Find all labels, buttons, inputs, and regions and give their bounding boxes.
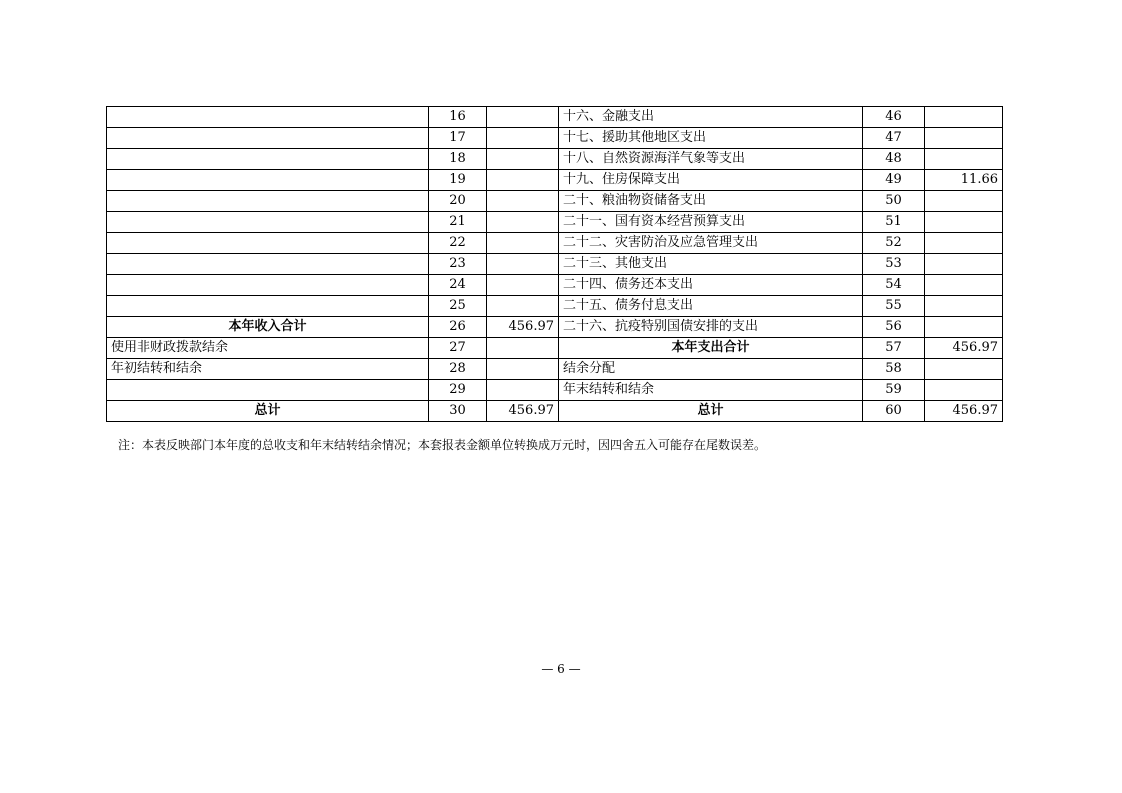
income-item-cell bbox=[107, 149, 429, 170]
table-row bbox=[107, 275, 1003, 296]
expense-item-cell: 年末结转和结余 bbox=[559, 380, 863, 401]
income-line-number-cell: 20 bbox=[429, 191, 487, 212]
expense-amount-cell bbox=[925, 149, 1003, 170]
expense-amount-cell bbox=[925, 296, 1003, 317]
income-line-number-cell: 25 bbox=[429, 296, 487, 317]
expense-amount-cell bbox=[925, 107, 1003, 128]
income-item-cell bbox=[107, 128, 429, 149]
income-amount-cell bbox=[487, 191, 559, 212]
expense-item-cell: 十九、住房保障支出 bbox=[559, 170, 863, 191]
expense-amount-cell: 456.97 bbox=[925, 401, 1003, 422]
table-row bbox=[107, 107, 1003, 128]
table-row bbox=[107, 233, 1003, 254]
expense-item-cell: 十六、金融支出 bbox=[559, 107, 863, 128]
income-item-cell: 年初结转和结余 bbox=[107, 359, 429, 380]
expense-item-cell: 总计 bbox=[559, 401, 863, 422]
table-row bbox=[107, 380, 1003, 401]
income-amount-cell bbox=[487, 170, 559, 191]
income-item-cell: 总计 bbox=[107, 401, 429, 422]
expense-amount-cell bbox=[925, 254, 1003, 275]
income-line-number-cell: 21 bbox=[429, 212, 487, 233]
income-item-cell bbox=[107, 107, 429, 128]
income-line-number-cell: 26 bbox=[429, 317, 487, 338]
income-amount-cell bbox=[487, 149, 559, 170]
income-amount-cell bbox=[487, 254, 559, 275]
expense-item-cell: 二十、粮油物资储备支出 bbox=[559, 191, 863, 212]
page-number: — 6 — bbox=[541, 662, 581, 676]
expense-amount-cell bbox=[925, 233, 1003, 254]
expense-item-cell: 结余分配 bbox=[559, 359, 863, 380]
income-amount-cell: 456.97 bbox=[487, 317, 559, 338]
expense-line-number-cell: 52 bbox=[863, 233, 925, 254]
table-footnote: 注：本表反映部门本年度的总收支和年末结转结余情况；本套报表金额单位转换成万元时，因四舍五入可能存在尾数误差。 bbox=[118, 438, 767, 452]
income-line-number-cell: 16 bbox=[429, 107, 487, 128]
expense-amount-cell: 11.66 bbox=[925, 170, 1003, 191]
income-item-cell bbox=[107, 191, 429, 212]
expense-item-cell: 十七、援助其他地区支出 bbox=[559, 128, 863, 149]
income-amount-cell bbox=[487, 212, 559, 233]
expense-line-number-cell: 47 bbox=[863, 128, 925, 149]
table-row bbox=[107, 191, 1003, 212]
expense-amount-cell bbox=[925, 317, 1003, 338]
expense-item-cell: 二十二、灾害防治及应急管理支出 bbox=[559, 233, 863, 254]
income-amount-cell bbox=[487, 233, 559, 254]
expense-amount-cell bbox=[925, 212, 1003, 233]
table-row bbox=[107, 149, 1003, 170]
expense-line-number-cell: 51 bbox=[863, 212, 925, 233]
table-row bbox=[107, 296, 1003, 317]
budget-summary-table bbox=[106, 106, 1003, 422]
table-body bbox=[107, 107, 1003, 422]
expense-line-number-cell: 60 bbox=[863, 401, 925, 422]
income-line-number-cell: 18 bbox=[429, 149, 487, 170]
income-line-number-cell: 23 bbox=[429, 254, 487, 275]
expense-item-cell: 二十六、抗疫特别国债安排的支出 bbox=[559, 317, 863, 338]
income-amount-cell bbox=[487, 359, 559, 380]
table-row bbox=[107, 359, 1003, 380]
income-line-number-cell: 27 bbox=[429, 338, 487, 359]
income-line-number-cell: 24 bbox=[429, 275, 487, 296]
expense-line-number-cell: 46 bbox=[863, 107, 925, 128]
expense-line-number-cell: 48 bbox=[863, 149, 925, 170]
income-amount-cell: 456.97 bbox=[487, 401, 559, 422]
table-row bbox=[107, 212, 1003, 233]
income-amount-cell bbox=[487, 275, 559, 296]
expense-line-number-cell: 56 bbox=[863, 317, 925, 338]
expense-item-cell: 二十四、债务还本支出 bbox=[559, 275, 863, 296]
income-amount-cell bbox=[487, 107, 559, 128]
income-item-cell bbox=[107, 212, 429, 233]
expense-item-cell: 二十一、国有资本经营预算支出 bbox=[559, 212, 863, 233]
table-row bbox=[107, 254, 1003, 275]
expense-item-cell: 十八、自然资源海洋气象等支出 bbox=[559, 149, 863, 170]
expense-amount-cell bbox=[925, 359, 1003, 380]
expense-line-number-cell: 49 bbox=[863, 170, 925, 191]
income-item-cell bbox=[107, 380, 429, 401]
expense-line-number-cell: 50 bbox=[863, 191, 925, 212]
expense-line-number-cell: 57 bbox=[863, 338, 925, 359]
expense-amount-cell bbox=[925, 191, 1003, 212]
income-line-number-cell: 28 bbox=[429, 359, 487, 380]
income-amount-cell bbox=[487, 128, 559, 149]
table-row bbox=[107, 128, 1003, 149]
expense-amount-cell bbox=[925, 128, 1003, 149]
expense-line-number-cell: 53 bbox=[863, 254, 925, 275]
income-amount-cell bbox=[487, 296, 559, 317]
expense-line-number-cell: 55 bbox=[863, 296, 925, 317]
income-item-cell: 本年收入合计 bbox=[107, 317, 429, 338]
expense-item-cell: 二十五、债务付息支出 bbox=[559, 296, 863, 317]
expense-amount-cell bbox=[925, 380, 1003, 401]
expense-line-number-cell: 58 bbox=[863, 359, 925, 380]
expense-amount-cell: 456.97 bbox=[925, 338, 1003, 359]
expense-amount-cell bbox=[925, 275, 1003, 296]
income-item-cell bbox=[107, 275, 429, 296]
income-line-number-cell: 17 bbox=[429, 128, 487, 149]
table-row bbox=[107, 317, 1003, 338]
income-item-cell bbox=[107, 233, 429, 254]
income-item-cell: 使用非财政拨款结余 bbox=[107, 338, 429, 359]
expense-item-cell: 二十三、其他支出 bbox=[559, 254, 863, 275]
income-line-number-cell: 30 bbox=[429, 401, 487, 422]
table-row bbox=[107, 338, 1003, 359]
income-item-cell bbox=[107, 170, 429, 191]
income-line-number-cell: 29 bbox=[429, 380, 487, 401]
income-line-number-cell: 19 bbox=[429, 170, 487, 191]
expense-item-cell: 本年支出合计 bbox=[559, 338, 863, 359]
table-row bbox=[107, 170, 1003, 191]
expense-line-number-cell: 59 bbox=[863, 380, 925, 401]
income-amount-cell bbox=[487, 380, 559, 401]
table-row bbox=[107, 401, 1003, 422]
income-item-cell bbox=[107, 254, 429, 275]
income-item-cell bbox=[107, 296, 429, 317]
income-amount-cell bbox=[487, 338, 559, 359]
income-line-number-cell: 22 bbox=[429, 233, 487, 254]
expense-line-number-cell: 54 bbox=[863, 275, 925, 296]
